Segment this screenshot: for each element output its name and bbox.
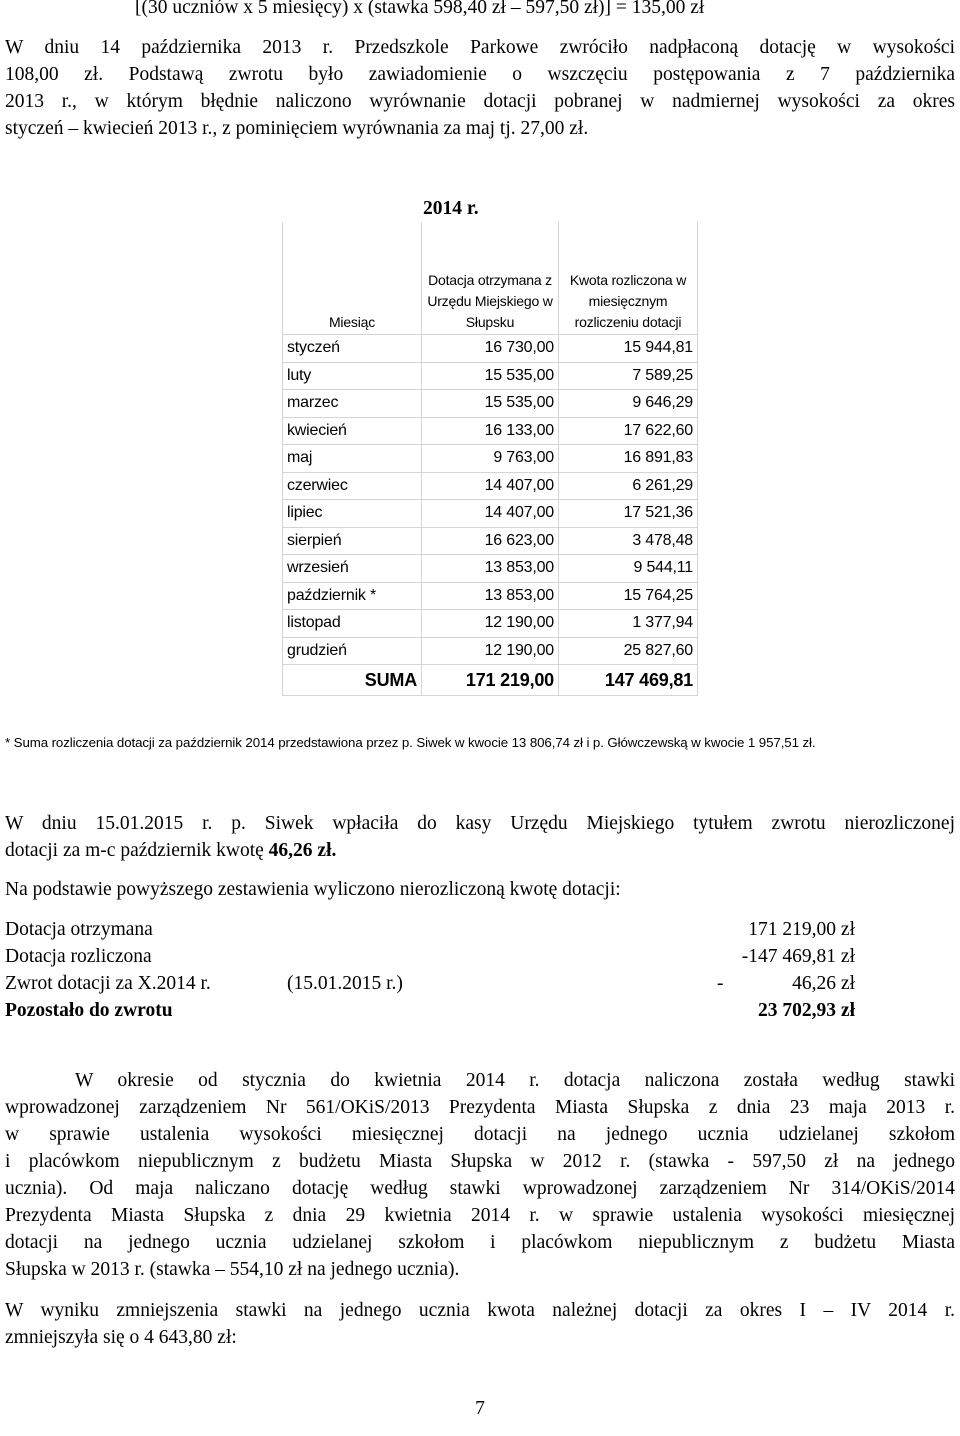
subsidy-table — [282, 222, 698, 696]
table-row — [283, 417, 698, 445]
settled-cell: 3 478,48 — [559, 527, 698, 555]
summary-label: Pozostało do zwrotu — [5, 1000, 173, 1021]
summary-sign: - — [717, 973, 724, 994]
table-row — [283, 637, 698, 665]
text-line: ucznia). Od maja naliczano dotację według stawki wprowadzonej zarządzeniem Nr 314/OKiS/2014 — [5, 1178, 955, 1199]
summary-date: (15.01.2015 r.) — [287, 973, 403, 994]
received-cell: 15 535,00 — [422, 362, 559, 390]
month-cell: listopad — [283, 610, 422, 638]
formula-line: [(30 uczniów x 5 miesięcy) x (stawka 598,40 zł – 597,50 zł)] = 135,00 zł — [135, 0, 705, 18]
settled-cell: 16 891,83 — [559, 445, 698, 473]
table-row — [283, 472, 698, 500]
paragraph-reduction — [5, 1297, 955, 1351]
settled-cell: 15 764,25 — [559, 582, 698, 610]
received-cell: 14 407,00 — [422, 500, 559, 528]
header-received: Dotacja otrzymana z Urzędu Miejskiego w Słupsku — [422, 223, 559, 335]
text-line: wprowadzonej zarządzeniem Nr 561/OKiS/2013 Prezydenta Miasta Słupska z dnia 23 maja 2013 r. — [5, 1097, 955, 1118]
table-row — [283, 390, 698, 418]
month-cell: październik * — [283, 582, 422, 610]
month-cell: maj — [283, 445, 422, 473]
table-header-row — [283, 223, 698, 335]
table-row — [283, 335, 698, 363]
summary-row-remaining — [5, 997, 855, 1024]
sum-settled: 147 469,81 — [559, 665, 698, 696]
month-cell: lipiec — [283, 500, 422, 528]
table-sum-row — [283, 665, 698, 696]
summary-block — [5, 916, 855, 1024]
text-line: w sprawie ustalenia wysokości miesięcznej dotacji na jednego ucznia udzielanej szkołom — [5, 1124, 955, 1145]
text-line: dotacji na jednego ucznia udzielanej szkołom i placówkom niepublicznym z budżetu Miasta — [5, 1232, 955, 1253]
sum-received: 171 219,00 — [422, 665, 559, 696]
summary-row-refund — [5, 970, 855, 997]
table-row — [283, 362, 698, 390]
paragraph-rates — [5, 1067, 955, 1283]
paragraph-summary-intro: Na podstawie powyższego zestawienia wyliczono nierozliczoną kwotę dotacji: — [5, 879, 621, 900]
received-cell: 12 190,00 — [422, 610, 559, 638]
text-line: W okresie od stycznia do kwietnia 2014 r. dotacja naliczona została według stawki — [75, 1070, 955, 1091]
table-row — [283, 610, 698, 638]
footnote: * Suma rozliczenia dotacji za październik 2014 przedstawiona przez p. Siwek w kwocie 13 806,74 zł i p. Główczewską w kwocie 1 957,51 zł. — [5, 735, 816, 750]
summary-amount: 23 702,93 zł — [758, 1000, 855, 1021]
header-settled: Kwota rozliczona w miesięcznym rozliczeniu dotacji — [559, 223, 698, 335]
settled-cell: 1 377,94 — [559, 610, 698, 638]
month-cell: wrzesień — [283, 555, 422, 583]
received-cell: 12 190,00 — [422, 637, 559, 665]
settled-cell: 7 589,25 — [559, 362, 698, 390]
month-cell: czerwiec — [283, 472, 422, 500]
month-cell: kwiecień — [283, 417, 422, 445]
settled-cell: 6 261,29 — [559, 472, 698, 500]
table-row — [283, 555, 698, 583]
received-cell: 16 623,00 — [422, 527, 559, 555]
month-cell: luty — [283, 362, 422, 390]
received-cell: 14 407,00 — [422, 472, 559, 500]
month-cell: sierpień — [283, 527, 422, 555]
received-cell: 16 133,00 — [422, 417, 559, 445]
summary-row-settled — [5, 943, 855, 970]
settled-cell: 9 646,29 — [559, 390, 698, 418]
summary-label: Zwrot dotacji za X.2014 r. — [5, 973, 211, 994]
summary-amount: 46,26 zł — [792, 973, 855, 994]
summary-row-received — [5, 916, 855, 943]
text-segment: dotacji za m-c październik kwotę — [5, 840, 269, 861]
summary-label: Dotacja otrzymana — [5, 919, 153, 940]
received-cell: 13 853,00 — [422, 582, 559, 610]
month-cell: marzec — [283, 390, 422, 418]
settled-cell: 17 622,60 — [559, 417, 698, 445]
page-number: 7 — [475, 1398, 485, 1419]
text-line: 108,00 zł. Podstawą zwrotu było zawiadomienie o wszczęciu postępowania z 7 października — [5, 64, 955, 85]
table-body — [283, 335, 698, 696]
header-month: Miesiąc — [283, 223, 422, 335]
table-year-heading: 2014 r. — [423, 198, 479, 219]
table-row — [283, 445, 698, 473]
text-line: i placówkom niepublicznym z budżetu Miasta Słupska w 2012 r. (stawka - 597,50 zł na jednego — [5, 1151, 955, 1172]
settled-cell: 17 521,36 — [559, 500, 698, 528]
text-line: 2013 r., w którym błędnie naliczono wyrównanie dotacji pobranej w nadmiernej wysokości za okres — [5, 91, 955, 112]
text-line: W dniu 15.01.2015 r. p. Siwek wpłaciła do kasy Urzędu Miejskiego tytułem zwrotu nierozliczonej — [5, 813, 955, 834]
paragraph-refund-2013 — [5, 34, 955, 142]
text-line — [5, 837, 955, 864]
paragraph-refund-2015 — [5, 810, 955, 864]
subsidy-table-wrapper — [282, 222, 698, 696]
summary-label: Dotacja rozliczona — [5, 946, 152, 967]
text-line: styczeń – kwiecień 2013 r., z pominięciem wyrównania za maj tj. 27,00 zł. — [5, 118, 589, 139]
table-row — [283, 582, 698, 610]
sum-label: SUMA — [283, 665, 422, 696]
table-row — [283, 527, 698, 555]
refund-amount: 46,26 zł. — [268, 840, 337, 861]
month-cell: styczeń — [283, 335, 422, 363]
month-cell: grudzień — [283, 637, 422, 665]
text-line: W dniu 14 października 2013 r. Przedszkole Parkowe zwróciło nadpłaconą dotację w wysokości — [5, 37, 955, 58]
text-line: W wyniku zmniejszenia stawki na jednego ucznia kwota należnej dotacji za okres I – IV 2014 r. — [5, 1300, 955, 1321]
table-row — [283, 500, 698, 528]
settled-cell: 15 944,81 — [559, 335, 698, 363]
text-line: Słupska w 2013 r. (stawka – 554,10 zł na jednego ucznia). — [5, 1259, 460, 1280]
text-line: Prezydenta Miasta Słupska z dnia 29 kwietnia 2014 r. w sprawie ustalenia wysokości miesięcznej — [5, 1205, 955, 1226]
text-line: zmniejszyła się o 4 643,80 zł: — [5, 1327, 237, 1348]
settled-cell: 25 827,60 — [559, 637, 698, 665]
received-cell: 16 730,00 — [422, 335, 559, 363]
received-cell: 13 853,00 — [422, 555, 559, 583]
summary-amount: 171 219,00 zł — [748, 919, 855, 940]
summary-amount: -147 469,81 zł — [741, 946, 855, 967]
received-cell: 9 763,00 — [422, 445, 559, 473]
settled-cell: 9 544,11 — [559, 555, 698, 583]
received-cell: 15 535,00 — [422, 390, 559, 418]
